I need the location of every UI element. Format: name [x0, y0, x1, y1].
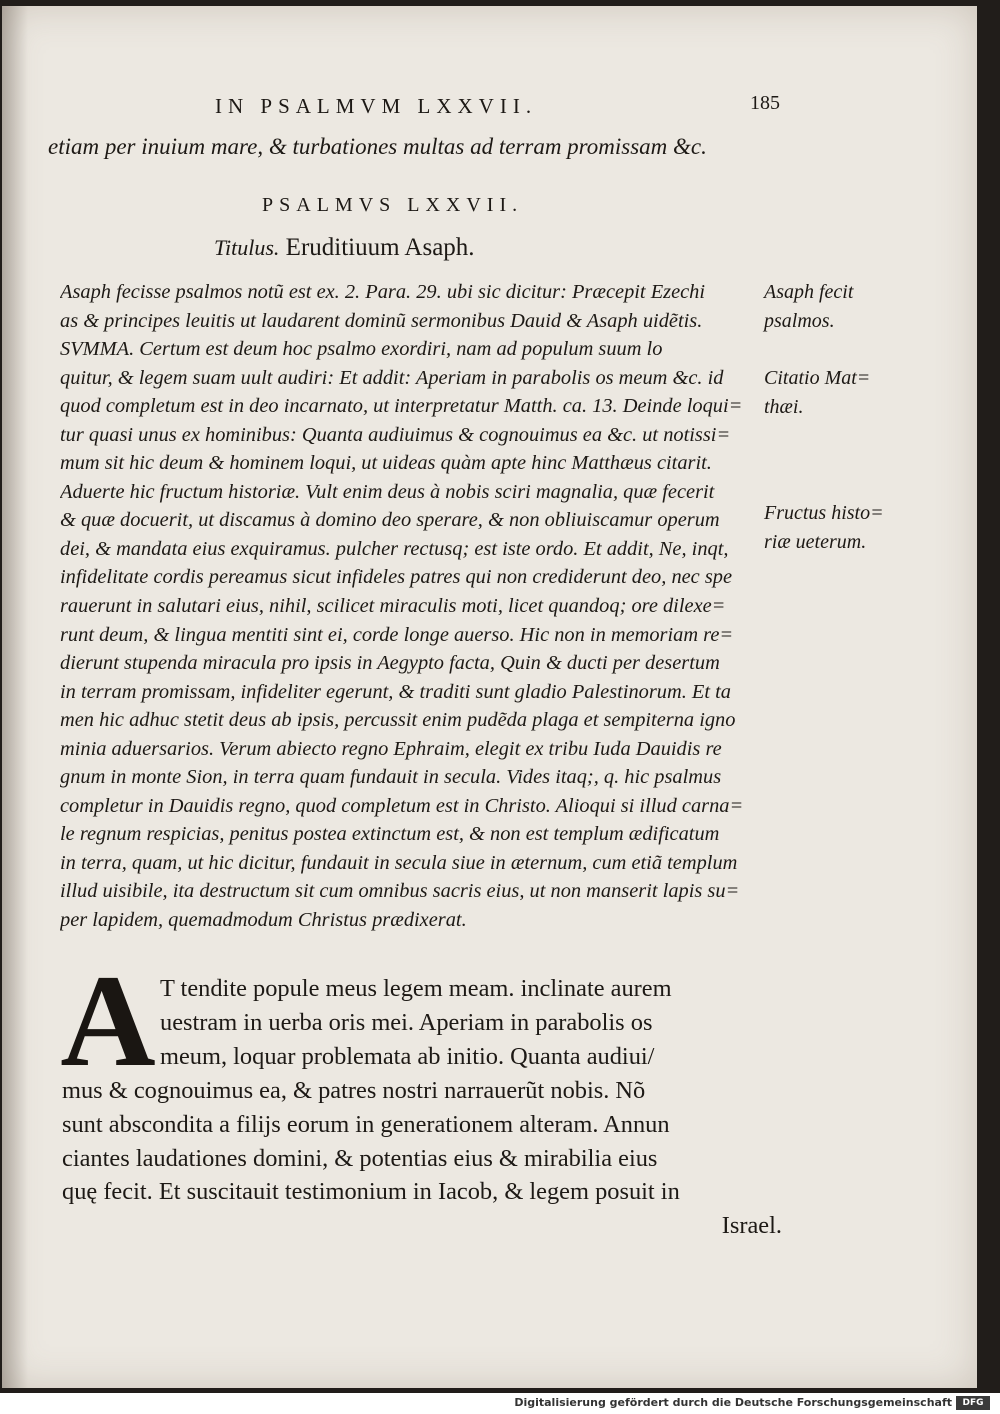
commentary-line: Aduerte hic fructum historiæ. Vult enim deus à nobis sciri magnalia, quæ fecerit [60, 480, 715, 503]
marginal-note-asaph: Asaph fecit psalmos. [764, 281, 854, 332]
commentary-line: per lapidem, quemadmodum Christus prædixerat. [60, 909, 467, 932]
psalm-verse-block [60, 947, 782, 1243]
footer-bar [0, 1393, 1000, 1414]
commentary-line: Asaph fecisse psalmos notũ est ex. 2. Para. 29. ubi sic dicitur: Præcepit Ezechi [60, 281, 706, 303]
verse-line: uestram in uerba oris mei. Aperiam in parabolis os [160, 1008, 653, 1036]
drop-cap-initial: A [60, 947, 156, 1094]
running-title: IN PSALMVM LXXVII. [215, 94, 538, 118]
commentary-line: quod completum est in deo incarnato, ut interpretatur Matth. ca. 13. Deinde loqui= [60, 395, 743, 418]
verse-line: meum, loquar problemata ab initio. Quanta audiui/ [160, 1042, 655, 1070]
marginal-note-fructus: Fructus histo= riæ ueterum. [764, 502, 884, 553]
commentary-block [60, 278, 762, 935]
verse-line: ciantes laudationes domini, & potentias eius & mirabilia eius [62, 1144, 658, 1172]
titulus-label: Titulus. [214, 235, 280, 260]
verse-line: T tendite popule meus legem meam. inclinate aurem [160, 975, 672, 1002]
commentary-line: illud uisibile, ita destructum sit cum omnibus sacris eius, ut non manserit lapis su= [60, 880, 740, 903]
commentary-line: runt deum, & lingua mentiti sint ei, corde longe auerso. Hic non in memoriam re= [60, 623, 734, 646]
page-number: 185 [750, 92, 780, 114]
book-page [2, 6, 977, 1388]
titulus [214, 234, 475, 262]
continuation-line: etiam per inuium mare, & turbationes multas ad terram promissam &c. [48, 134, 707, 159]
commentary-line: & quæ docuerit, ut discamus à domino deo sperare, & non obliuiscamur operum [60, 509, 720, 532]
verse-line: sunt abscondita a filijs eorum in generationem alteram. Annun [62, 1110, 670, 1138]
commentary-line: tur quasi unus ex hominibus: Quanta audiuimus & cognouimus ea &c. ut notissi= [60, 423, 731, 446]
commentary-line: minia aduersarios. Verum abiecto regno Ephraim, elegit ex tribu Iuda Dauidis re [60, 737, 722, 760]
commentary-line: mum sit hic deum & hominem loqui, ut uideas quàm apte hinc Matthæus citarit. [60, 452, 712, 475]
psalm-heading: PSALMVS LXXVII. [262, 194, 524, 216]
commentary-line: completur in Dauidis regno, quod completum est in Christo. Alioqui si illud carna= [60, 794, 744, 817]
footer-credit: Digitalisierung gefördert durch die Deutsche Forschungsgemeinschaft [514, 1396, 952, 1409]
commentary-line: men hic adhuc stetit deus ab ipsis, percussit enim pudẽda plaga et sempiterna igno [60, 709, 736, 732]
commentary-line: in terra, quam, ut hic dicitur, fundauit in secula siue in æternum, cum etiã templum [60, 851, 738, 874]
commentary-line: quitur, & legem suam uult audiri: Et addit: Aperiam in parabolis os meum &c. id [60, 366, 724, 389]
commentary-line: le regnum respicias, penitus postea extinctum est, & non est templum ædificatum [60, 823, 720, 846]
commentary-line: rauerunt in salutari eius, nihil, scilicet miraculis moti, licet quandoq; ore dilexe= [60, 595, 726, 618]
commentary-line: in terram promissam, infideliter egerunt, & traditi sunt gladio Palestinorum. Et ta [60, 680, 731, 703]
verse-line: mus & cognouimus ea, & patres nostri narrauerũt nobis. Nõ [62, 1076, 646, 1104]
verse-line: Israel. [721, 1212, 782, 1240]
commentary-line: as & principes leuitis ut laudarent dominũ sermonibus Dauid & Asaph uidẽtis. [60, 309, 703, 332]
commentary-line: dierunt stupenda miracula pro ipsis in Aegypto facta, Quin & ducti per desertum [60, 652, 720, 675]
commentary-line: dei, & mandata eius exquiramus. pulcher rectusq; est iste ordo. Et addit, Ne, inqt, [60, 537, 729, 560]
commentary-line: infidelitate cordis pereamus sicut infideles patres qui non crediderunt deo, nec spe [60, 566, 733, 589]
commentary-line: SVMMA. Certum est deum hoc psalmo exordiri, nam ad populum suum lo [60, 338, 663, 361]
titulus-text: Eruditiuum Asaph. [285, 234, 475, 261]
commentary-line: gnum in monte Sion, in terra quam fundauit in secula. Vides itaq;, q. hic psalmus [60, 766, 722, 789]
dfg-logo-icon: DFG [956, 1396, 990, 1410]
verse-line: quę fecit. Et suscitauit testimonium in Iacob, & legem posuit in [62, 1178, 680, 1206]
marginal-note-citatio: Citatio Mat= thæi. [764, 367, 871, 418]
